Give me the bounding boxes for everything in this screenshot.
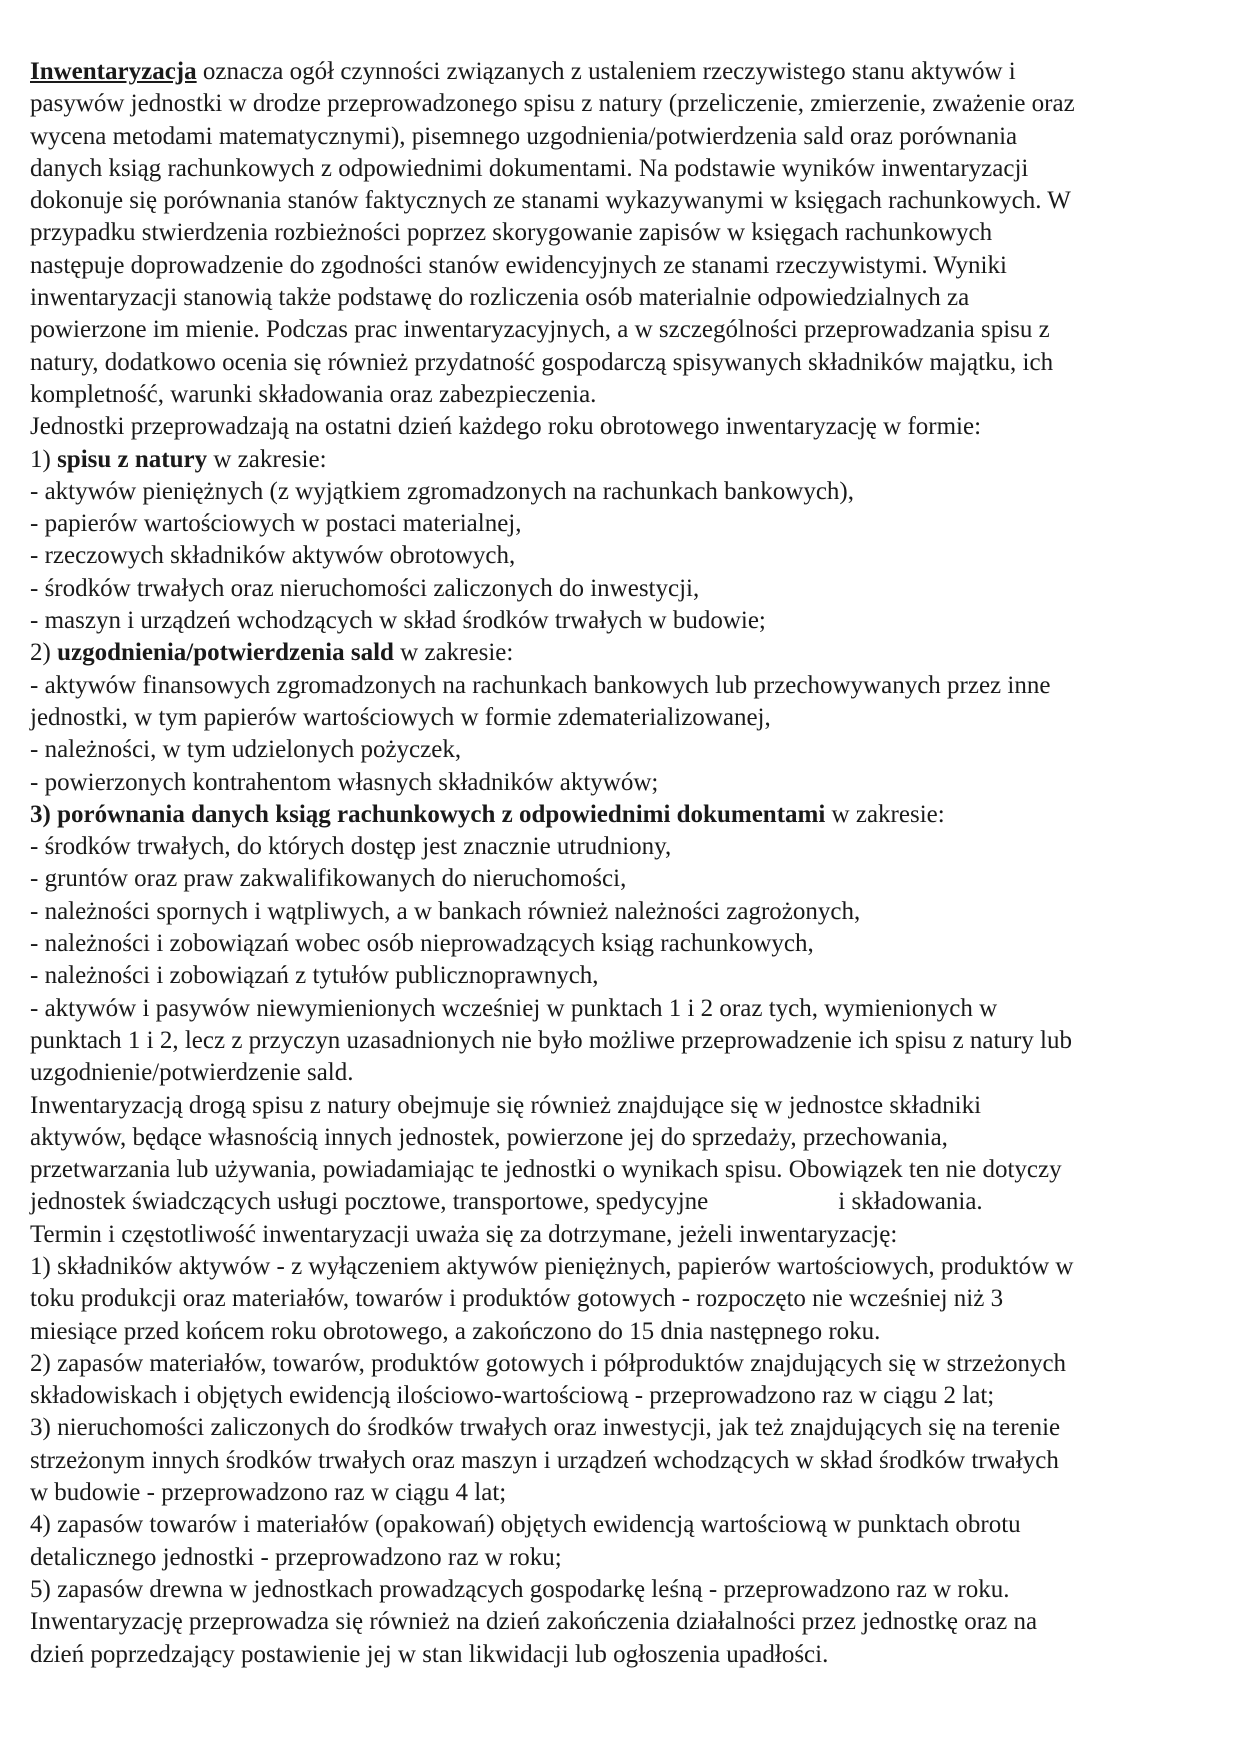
list-item: - aktywów i pasywów niewymienionych wcześniej w punktach 1 i 2 oraz tych, wymienionych w xyxy=(30,994,998,1022)
list-item: toku produkcji oraz materiałów, towarów i produktów gotowych - rozpoczęto nie wcześniej niż 3 xyxy=(30,1285,1004,1313)
list-item: 4) zapasów towarów i materiałów (opakowań) objętych ewidencją wartościową w punktach obrotu xyxy=(30,1511,1021,1539)
others-line-2: aktywów, będące własnością innych jednostek, powierzone jej do sprzedaży, przechowania, xyxy=(30,1123,948,1151)
section-3-title: 3) porównania danych ksiąg rachunkowych z odpowiednimi dokumentami xyxy=(30,800,826,828)
list-item: - rzeczowych składników aktywów obrotowych, xyxy=(30,542,516,570)
list-item: - powierzonych kontrahentom własnych składników aktywów; xyxy=(30,768,659,796)
list-item: 2) zapasów materiałów, towarów, produktów gotowych i półproduktów znajdujących się w strzeżonych xyxy=(30,1349,1067,1377)
intro-line-9: powierzone im mienie. Podczas prac inwentaryzacyjnych, a w szczególności przeprowadzania spisu z xyxy=(30,316,1050,344)
list-item: 3) nieruchomości zaliczonych do środków trwałych oraz inwestycji, jak też znajdujących się na terenie xyxy=(30,1414,1061,1442)
section-3-heading xyxy=(30,799,1210,831)
list-item: miesiące przed końcem roku obrotowego, a zakończono do 15 dnia następnego roku. xyxy=(30,1317,881,1345)
intro-line-7: następuje doprowadzenie do zgodności stanów ewidencyjnych ze stanami rzeczywistymi. Wyniki xyxy=(30,251,1007,279)
section-2-scope: w zakresie: xyxy=(393,639,514,667)
intro-line-5: dokonuje się porównania stanów faktycznych ze stanami wykazywanymi w księgach rachunkowych. W xyxy=(30,187,1071,215)
others-line-4 xyxy=(30,1186,1210,1218)
others-line-4-end: i składowania. xyxy=(838,1188,983,1216)
section-3-scope: w zakresie: xyxy=(825,800,945,828)
section-2-title: uzgodnienia/potwierdzenia sald xyxy=(57,639,394,667)
list-item: - aktywów pieniężnych (z wyjątkiem zgromadzonych na rachunkach bankowych), xyxy=(30,477,854,505)
section-1-number: 1) xyxy=(30,445,58,473)
section-1-scope: w zakresie: xyxy=(207,445,327,473)
term-inwentaryzacja: Inwentaryzacja xyxy=(30,58,197,85)
list-item: składowiskach i objętych ewidencją ilościowo-wartościową - przeprowadzono raz w ciągu 2 lat; xyxy=(30,1382,995,1410)
list-item: strzeżonym innych środków trwałych oraz maszyn i urządzeń wchodzących w skład środków trwałych xyxy=(30,1446,1059,1474)
list-item: - gruntów oraz praw zakwalifikowanych do nieruchomości, xyxy=(30,865,627,893)
list-item: - maszyn i urządzeń wchodzących w skład środków trwałych w budowie; xyxy=(30,607,766,635)
others-line-3: przetwarzania lub używania, powiadamiając te jednostki o wynikach spisu. Obowiązek ten nie dotyczy xyxy=(30,1156,1062,1184)
list-item: 1) składników aktywów - z wyłączeniem aktywów pieniężnych, papierów wartościowych, produktów w xyxy=(30,1252,1074,1280)
intro-line-8: inwentaryzacji stanowią także podstawę do rozliczenia osób materialnie odpowiedzialnych za xyxy=(30,284,970,312)
others-line-4-start: jednostek świadczących usługi pocztowe, transportowe, spedycyjne xyxy=(30,1188,709,1216)
list-item: - należności i zobowiązań z tytułów publicznoprawnych, xyxy=(30,962,599,990)
list-item: - należności, w tym udzielonych pożyczek, xyxy=(30,736,462,764)
section-1-heading xyxy=(30,444,1210,476)
list-item: - środków trwałych oraz nieruchomości zaliczonych do inwestycji, xyxy=(30,574,700,602)
list-item: - należności i zobowiązań wobec osób nieprowadzących ksiąg rachunkowych, xyxy=(30,930,814,958)
closing-line-2: dzień poprzedzający postawienie jej w stan likwidacji lub ogłoszenia upadłości. xyxy=(30,1640,829,1668)
list-item: uzgodnienie/potwierdzenie sald. xyxy=(30,1059,354,1087)
list-item: - aktywów finansowych zgromadzonych na rachunkach bankowych lub przechowywanych przez inne xyxy=(30,671,1051,699)
intro-line-6: przypadku stwierdzenia rozbieżności poprzez skorygowanie zapisów w księgach rachunkowych xyxy=(30,219,993,247)
list-item: w budowie - przeprowadzono raz w ciągu 4 lat; xyxy=(30,1479,507,1507)
terms-lead: Termin i częstotliwość inwentaryzacji uważa się za dotrzymane, jeżeli inwentaryzację: xyxy=(30,1220,898,1248)
intro-line-4: danych ksiąg rachunkowych z odpowiednimi dokumentami. Na podstawie wyników inwentaryzacji xyxy=(30,154,1029,182)
list-item: 5) zapasów drewna w jednostkach prowadzących gospodarkę leśną - przeprowadzono raz w roku. xyxy=(30,1575,1010,1603)
list-item: punktach 1 i 2, lecz z przyczyn uzasadnionych nie było możliwe przeprowadzenie ich spisu z natury lub xyxy=(30,1026,1072,1054)
intro-line-2: pasywów jednostki w drodze przeprowadzonego spisu z natury (przeliczenie, zmierzenie, zważenie oraz xyxy=(30,90,1075,118)
section-2-heading xyxy=(30,637,1210,669)
list-item: detalicznego jednostki - przeprowadzono raz w roku; xyxy=(30,1543,562,1571)
list-item: - papierów wartościowych w postaci materialnej, xyxy=(30,510,522,538)
intro-line-3: wycena metodami matematycznymi), pisemnego uzgodnienia/potwierdzenia sald oraz porównania xyxy=(30,122,1018,150)
document-page xyxy=(30,56,1210,1671)
list-item: - należności spornych i wątpliwych, a w bankach również należności zagrożonych, xyxy=(30,897,861,925)
intro-text: oznacza ogół czynności związanych z ustaleniem rzeczywistego stanu aktywów i xyxy=(196,58,1016,85)
intro-line-10: natury, dodatkowo ocenia się również przydatność gospodarczą spisywanych składników majątku, ich xyxy=(30,348,1054,376)
section-1-title: spisu z natury xyxy=(57,445,208,473)
forms-lead: Jednostki przeprowadzają na ostatni dzień każdego roku obrotowego inwentaryzację w formie: xyxy=(30,413,982,441)
list-item: - środków trwałych, do których dostęp jest znacznie utrudniony, xyxy=(30,833,672,861)
closing-line-1: Inwentaryzację przeprowadza się również na dzień zakończenia działalności przez jednostkę oraz na xyxy=(30,1608,1038,1636)
section-2-number: 2) xyxy=(30,639,58,667)
others-line-1: Inwentaryzacją drogą spisu z natury obejmuje się również znajdujące się w jednostce składniki xyxy=(30,1091,982,1119)
intro-line-1 xyxy=(30,56,1210,88)
intro-line-11: kompletność, warunki składowania oraz zabezpieczenia. xyxy=(30,380,597,408)
list-item: jednostki, w tym papierów wartościowych w formie zdematerializowanej, xyxy=(30,703,771,731)
